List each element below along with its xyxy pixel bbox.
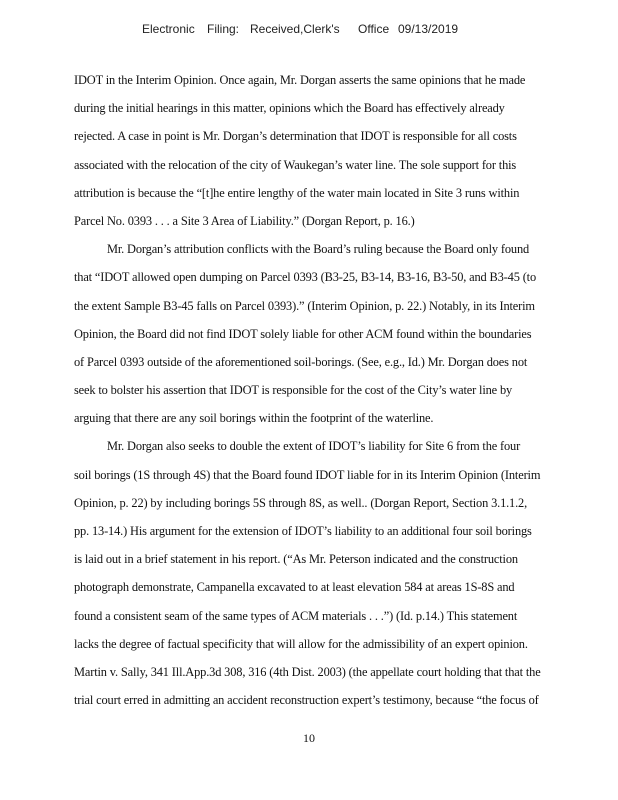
text-line: lacks the degree of factual specificity that will allow for the admissibility of an expert opinion. xyxy=(74,636,528,651)
text-line: Opinion, the Board did not find IDOT solely liable for other ACM found within the boundaries xyxy=(74,326,532,341)
page-number: 10 xyxy=(303,731,315,745)
text-line: IDOT in the Interim Opinion. Once again, Mr. Dorgan asserts the same opinions that he made xyxy=(74,73,526,87)
text-line: soil borings (1S through 4S) that the Board found IDOT liable for in its Interim Opinion (Interim xyxy=(74,467,541,482)
text-line: attribution is because the “[t]he entire lengthy of the water main located in Site 3 runs within xyxy=(74,185,520,200)
text-line: that “IDOT allowed open dumping on Parcel 0393 (B3-25, B3-14, B3-16, B3-50, and B3-45 (to xyxy=(74,270,537,285)
header-electronic: Electronic xyxy=(142,22,195,36)
document-body xyxy=(74,66,596,714)
text-line: found a consistent seam of the same types of ACM materials . . .”) (Id. p.14.) This statement xyxy=(74,608,518,623)
text-line: pp. 13-14.) His argument for the extension of IDOT’s liability to an additional four soil borings xyxy=(74,524,532,538)
text-line: seek to bolster his assertion that IDOT is responsible for the cost of the City’s water line by xyxy=(74,383,513,398)
text-line: the extent Sample B3-45 falls on Parcel 0393).” (Interim Opinion, p. 22.) Notably, in its Interim xyxy=(74,298,535,313)
text-line: photograph demonstrate, Campanella excavated to at least elevation 584 at areas 1S-8S and xyxy=(74,580,515,595)
text-line: is laid out in a brief statement in his report. (“As Mr. Peterson indicated and the construction xyxy=(74,552,518,567)
text-line: arguing that there are any soil borings within the footprint of the waterline. xyxy=(74,411,434,426)
paragraph-first-line: Mr. Dorgan’s attribution conflicts with the Board’s ruling because the Board only found xyxy=(107,242,530,257)
text-line: rejected. A case in point is Mr. Dorgan’s determination that IDOT is responsible for all costs xyxy=(74,129,517,144)
header-received-clerks: Received,Clerk's xyxy=(250,22,340,36)
text-line: Parcel No. 0393 . . . a Site 3 Area of Liability.” (Dorgan Report, p. 16.) xyxy=(74,213,415,228)
header-filing: Filing: xyxy=(207,22,240,36)
paragraph-first-line: Mr. Dorgan also seeks to double the extent of IDOT’s liability for Site 6 from the four xyxy=(107,439,521,454)
text-line: Martin v. Sally, 341 Ill.App.3d 308, 316 (4th Dist. 2003) (the appellate court holding that that the xyxy=(74,664,541,679)
text-line: during the initial hearings in this matter, opinions which the Board has effectively already xyxy=(74,101,505,116)
text-line: associated with the relocation of the city of Waukegan’s water line. The sole support for this xyxy=(74,157,517,172)
text-line: trial court erred in admitting an accident reconstruction expert’s testimony, because “the focus of xyxy=(74,693,539,708)
header-date: 09/13/2019 xyxy=(398,22,459,36)
text-line: Opinion, p. 22) by including borings 5S through 8S, as well.. (Dorgan Report, Section 3.1.1.2, xyxy=(74,495,528,510)
text-line: of Parcel 0393 outside of the aforementioned soil-borings. (See, e.g., Id.) Mr. Dorgan does not xyxy=(74,354,528,369)
header-office: Office xyxy=(358,22,390,36)
